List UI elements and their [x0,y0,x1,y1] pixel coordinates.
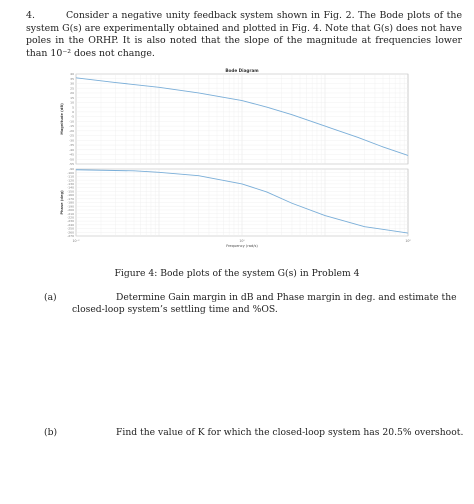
part-b-label: (b) [44,427,58,438]
magnitude-y-axis-label: Magnitude (dB) [60,103,64,135]
part-a-text: Determine Gain margin in dB and Phase margin in deg. and estimate the closed-loop system’s settling time and %OS. [72,292,457,316]
magnitude-y-tick-label: -15 [69,124,74,129]
phase-y-tick-label: -180 [67,200,74,205]
part-a-label: (a) [44,292,57,303]
magnitude-y-tick-label: 40 [70,72,74,77]
magnitude-y-tick-label: 20 [70,91,74,96]
phase-y-tick-label: -250 [67,226,74,231]
magnitude-y-tick-label: -40 [69,147,74,152]
magnitude-y-tick-label: 10 [70,100,74,105]
bode-figure [58,66,420,262]
magnitude-y-tick-label: -35 [69,143,74,148]
magnitude-y-tick-label: -50 [69,157,74,162]
magnitude-y-tick-label: -20 [69,128,74,133]
bode-plot [58,66,420,262]
phase-y-tick-label: -220 [67,215,74,220]
x-axis-label: Frequency (rad/s) [226,244,258,248]
phase-y-tick-label: -230 [67,219,74,224]
figure-caption: Figure 4: Bode plots of the system G(s) in Problem 4 [114,268,360,279]
magnitude-y-tick-label: -10 [69,119,74,124]
magnitude-y-tick-label: -5 [71,114,74,119]
phase-y-tick-label: -140 [67,185,74,190]
magnitude-y-tick-label: -25 [69,133,74,138]
phase-y-axis-label: Phase (deg) [60,190,64,215]
phase-y-tick-label: -120 [67,178,74,183]
phase-y-tick-label: -270 [67,234,74,239]
part-b-text: Find the value of K for which the closed-loop system has 20.5% overshoot. [116,427,464,438]
magnitude-y-tick-label: 15 [70,95,74,100]
phase-y-tick-label: -170 [67,196,74,201]
x-tick-label: 10² [405,239,411,243]
phase-y-tick-label: -130 [67,181,74,186]
part-b [44,427,464,439]
magnitude-y-tick-label: -55 [69,162,74,167]
part-a [44,292,464,317]
magnitude-y-tick-label: 0 [72,109,74,114]
phase-y-tick-label: -240 [67,222,74,227]
chart-title: Bode Diagram [225,68,259,73]
magnitude-y-tick-label: -45 [69,152,74,157]
phase-y-tick-label: -260 [67,230,74,235]
magnitude-y-tick-label: 5 [72,105,74,110]
phase-y-tick-label: -190 [67,204,74,209]
magnitude-y-tick-label: 35 [70,76,74,81]
phase-y-tick-label: -90 [69,167,74,172]
phase-y-tick-label: -110 [67,174,74,179]
problem-number: 4. [26,10,35,21]
x-tick-label: 10⁰ [239,239,245,243]
phase-y-tick-label: -100 [67,170,74,175]
magnitude-y-tick-label: -30 [69,138,74,143]
problem-statement: Consider a negative unity feedback system shown in Fig. 2. The Bode plots of the system G(s) are experimentally obtained and plotted in Fig. 4. Note that G(s) does not have poles in the ORHP. It is also noted that the slope of the magnitude at frequencies lower than 10⁻² does not change. [26,10,462,59]
magnitude-y-tick-label: 25 [70,86,74,91]
phase-y-tick-label: -200 [67,208,74,213]
problem-4 [26,10,462,60]
phase-y-tick-label: -210 [67,211,74,216]
phase-y-tick-label: -150 [67,189,74,194]
x-tick-label: 10⁻² [72,239,80,243]
phase-y-tick-label: -160 [67,193,74,198]
magnitude-y-tick-label: 30 [70,81,74,86]
